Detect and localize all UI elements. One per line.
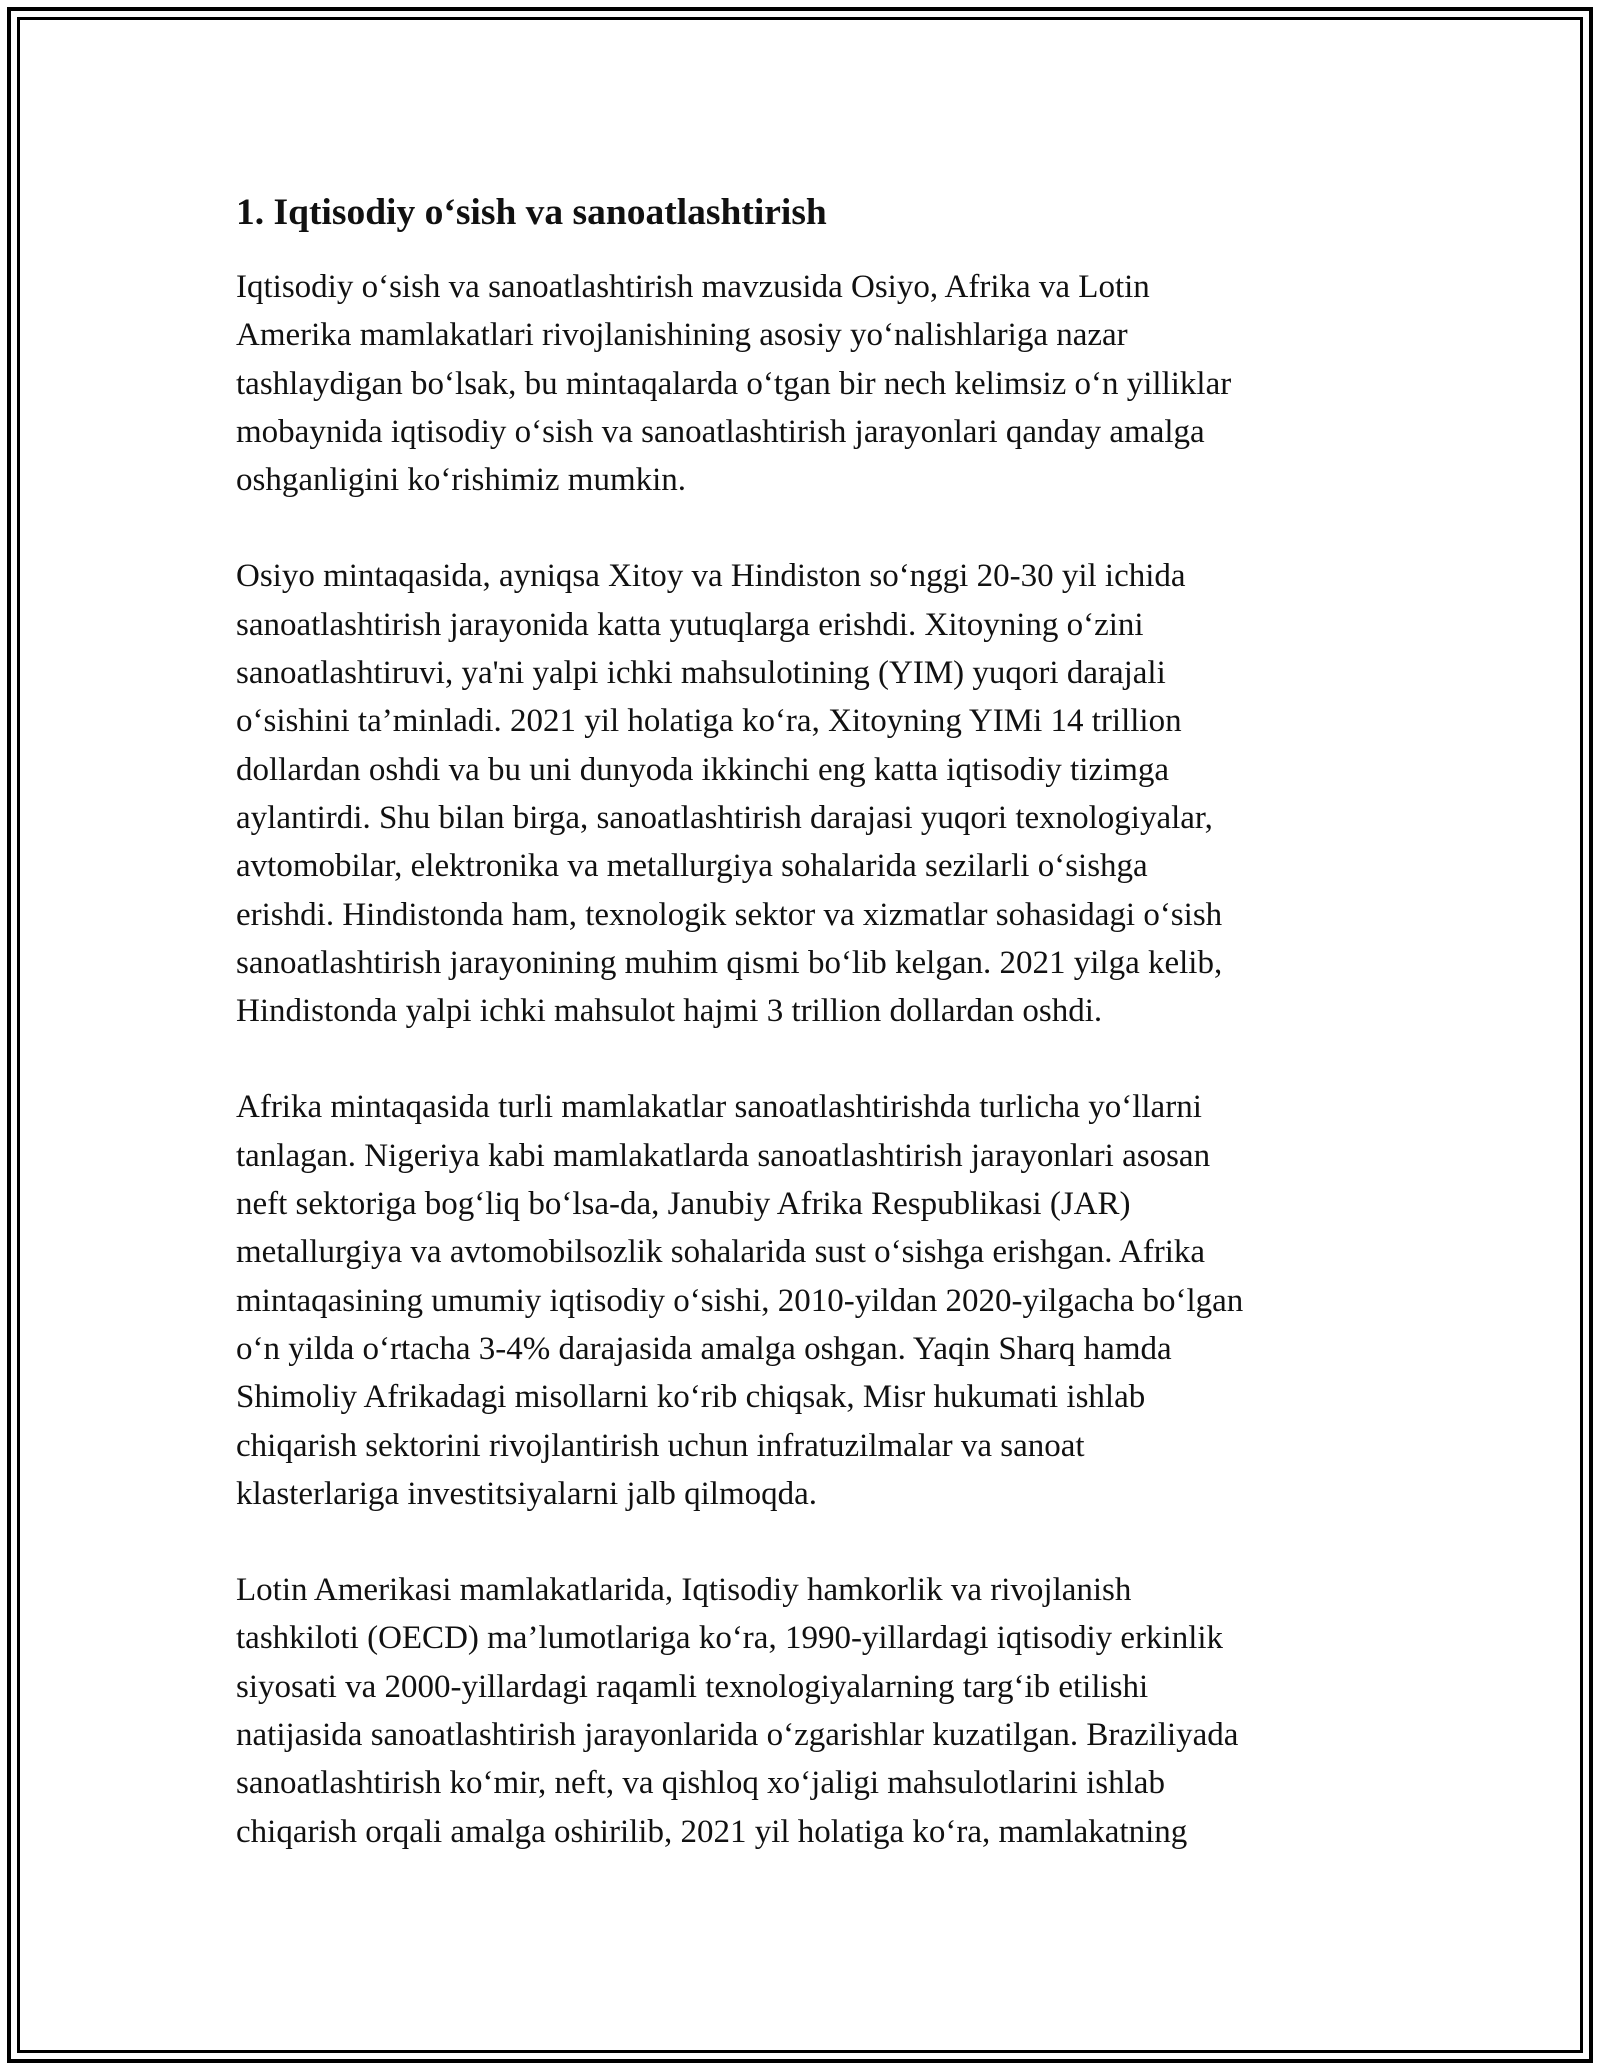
paragraph-line: Shimoliy Afrikadagi misollarni ko‘rib chiqsak, Misr hukumati ishlab (236, 1379, 1146, 1416)
paragraph-line: metallurgiya va avtomobilsozlik sohalarida sust o‘sishga erishgan. Afrika (236, 1234, 1206, 1271)
paragraph-line: sanoatlashtirish jarayonining muhim qismi bo‘lib kelgan. 2021 yilga kelib, (236, 944, 1223, 981)
paragraph-line: mintaqasining umumiy iqtisodiy o‘sishi, 2010-yildan 2020-yilgacha bo‘lgan (236, 1282, 1244, 1319)
paragraph-line: tashkiloti (OECD) ma’lumotlariga ko‘ra, 1990-yillardagi iqtisodiy erkinlik (236, 1620, 1224, 1657)
paragraph-list (236, 263, 1366, 1856)
paragraph-line: chiqarish sektorini rivojlantirish uchun infratuzilmalar va sanoat (236, 1427, 1085, 1464)
paragraph-line: Afrika mintaqasida turli mamlakatlar sanoatlashtirishda turlicha yo‘llarni (236, 1089, 1202, 1126)
paragraph-line: sanoatlashtirish ko‘mir, neft, va qishloq xo‘jaligi mahsulotlarini ishlab (236, 1765, 1165, 1802)
paragraph-line: natijasida sanoatlashtirish jarayonlarida o‘zgarishlar kuzatilgan. Braziliyada (236, 1717, 1239, 1754)
section-heading: 1. Iqtisodiy o‘sish va sanoatlashtirish (236, 192, 827, 233)
paragraph-line: avtomobilar, elektronika va metallurgiya sohalarida sezilarli o‘sishga (236, 848, 1148, 885)
paragraph-line: mobaynida iqtisodiy o‘sish va sanoatlashtirish jarayonlari qanday amalga (236, 413, 1205, 450)
paragraph (236, 263, 1366, 504)
paragraph-line: Amerika mamlakatlari rivojlanishining asosiy yo‘nalishlariga nazar (236, 317, 1128, 354)
paragraph-line: o‘sishini ta’minladi. 2021 yil holatiga ko‘ra, Xitoyning YIMi 14 trillion (236, 703, 1182, 740)
paragraph-line: klasterlariga investitsiyalarni jalb qilmoqda. (236, 1475, 818, 1512)
paragraph-line: oshganligini ko‘rishimiz mumkin. (236, 462, 687, 499)
paragraph-line: Iqtisodiy o‘sish va sanoatlashtirish mavzusida Osiyo, Afrika va Lotin (236, 269, 1150, 305)
paragraph-line: Hindistonda yalpi ichki mahsulot hajmi 3 trillion dollardan oshdi. (236, 993, 1103, 1030)
paragraph-line: tashlaydigan bo‘lsak, bu mintaqalarda o‘tgan bir nech kelimsiz o‘n yilliklar (236, 365, 1232, 402)
paragraph-line: sanoatlashtirish jarayonida katta yutuqlarga erishdi. Xitoyning o‘zini (236, 606, 1144, 643)
paragraph-line: Lotin Amerikasi mamlakatlarida, Iqtisodiy hamkorlik va rivojlanish (236, 1572, 1132, 1609)
document-body (236, 185, 1366, 1904)
paragraph-line: aylantirdi. Shu bilan birga, sanoatlashtirish darajasi yuqori texnologiyalar, (236, 799, 1213, 836)
paragraph-line: neft sektoriga bog‘liq bo‘lsa-da, Janubiy Afrika Respublikasi (JAR) (236, 1186, 1131, 1223)
paragraph-line: o‘n yilda o‘rtacha 3-4% darajasida amalga oshgan. Yaqin Sharq hamda (236, 1330, 1172, 1367)
paragraph-line: siyosati va 2000-yillardagi raqamli texnologiyalarning targ‘ib etilishi (236, 1668, 1149, 1705)
paragraph (236, 1566, 1366, 1856)
paragraph-line: Osiyo mintaqasida, ayniqsa Xitoy va Hindiston so‘nggi 20-30 yil ichida (236, 558, 1186, 595)
paragraph-line: dollardan oshdi va bu uni dunyoda ikkinchi eng katta iqtisodiy tizimga (236, 751, 1170, 788)
paragraph (236, 1083, 1366, 1518)
paragraph (236, 552, 1366, 1035)
paragraph-line: chiqarish orqali amalga oshirilib, 2021 yil holatiga ko‘ra, mamlakatning (236, 1813, 1188, 1850)
paragraph-line: erishdi. Hindistonda ham, texnologik sektor va xizmatlar sohasidagi o‘sish (236, 896, 1223, 933)
paragraph-line: tanlagan. Nigeriya kabi mamlakatlarda sanoatlashtirish jarayonlari asosan (236, 1137, 1211, 1174)
paragraph-line: sanoatlashtiruvi, ya'ni yalpi ichki mahsulotining (YIM) yuqori darajali (236, 655, 1166, 692)
